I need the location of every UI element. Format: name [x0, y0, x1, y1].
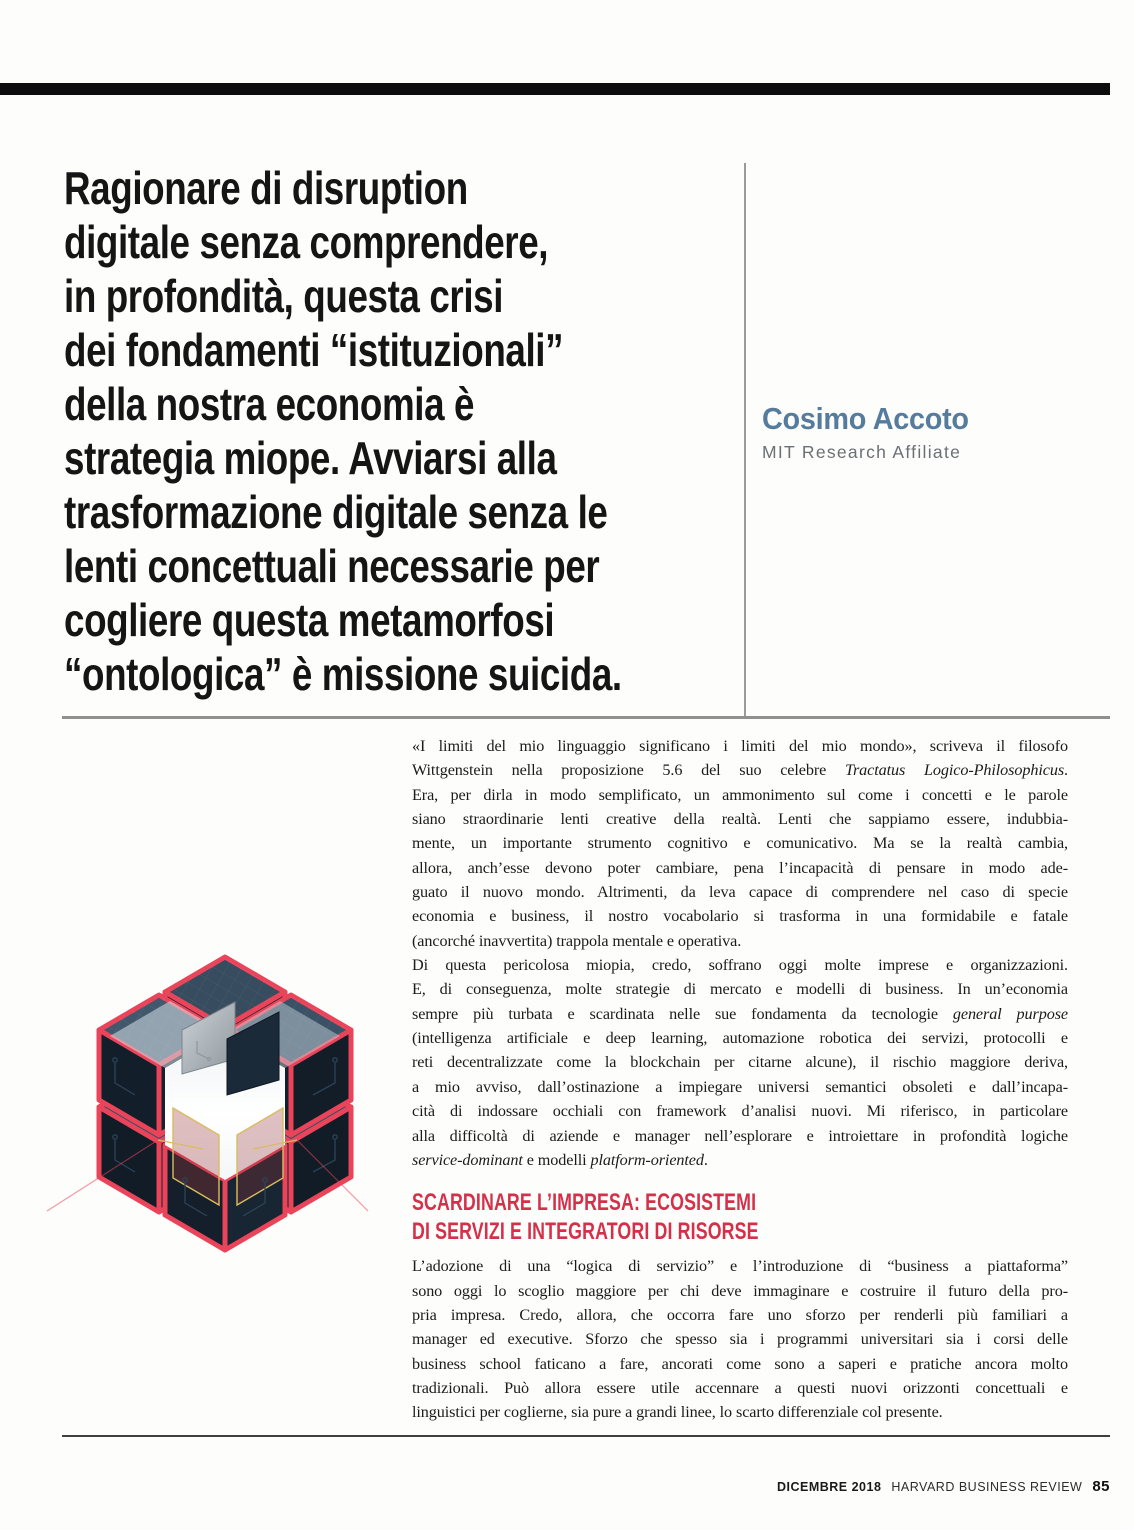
- body-line: siano straordinarie lenti creative della realtà. Lenti che sappiamo essere, indubbia-: [412, 810, 1068, 829]
- author-block: [762, 401, 984, 463]
- headline-line: lenti concettuali necessarie per: [64, 540, 600, 592]
- isometric-cube-illustration: [40, 953, 370, 1268]
- body-line: L’adozione di una “logica di servizio” e l’introduzione di “business a piattaforma”: [412, 1257, 1068, 1276]
- section-heading-line: DI SERVIZI E INTEGRATORI DI RISORSE: [412, 1217, 759, 1245]
- body-line: tradizionali. Può allora essere utile accennare a questi nuovi orizzonti concettuali e: [412, 1378, 1068, 1397]
- headline-line: digitale senza comprendere,: [64, 216, 549, 268]
- body-line: reti decentralizzate come la blockchain per citarne alcune), il rischio maggiore deriva,: [412, 1053, 1068, 1072]
- body-line: sempre più turbata e scardinata nelle sue fondamenta da tecnologie general purpose: [412, 1004, 1068, 1023]
- body-line: service-dominant e modelli platform-oriented.: [412, 1150, 708, 1169]
- body-paragraph: [412, 734, 1068, 953]
- body-line: mente, un importante strumento cognitivo e comunicativo. Ma se la realtà cambia,: [412, 834, 1068, 853]
- body-line: (ancorché inavvertita) trappola mentale e operativa.: [412, 931, 742, 950]
- column-divider: [744, 163, 746, 718]
- headline-line: trasformazione digitale senza le: [64, 486, 608, 538]
- body-line: allora, anch’esse devono poter cambiare, pena l’incapacità di pensare in modo ade-: [412, 858, 1068, 877]
- headline-line: Ragionare di disruption: [64, 162, 468, 214]
- body-line: business school faticano a fare, ancorati come sono a saperi e pratiche ancora molto: [412, 1354, 1068, 1373]
- headline-line: strategia miope. Avviarsi alla: [64, 432, 557, 484]
- body-line: Wittgenstein nella proposizione 5.6 del suo celebre Tractatus Logico-Philosophicus.: [412, 761, 1068, 780]
- body-line: cità di indossare occhiali con framework d’analisi nuovi. Mi riferisco, in particolare: [412, 1102, 1068, 1121]
- author-name: Cosimo Accoto: [762, 401, 969, 436]
- headline-line: dei fondamenti “istituzionali”: [64, 324, 564, 376]
- body-line: economia e business, il nostro vocabolario si trasforma in una formidabile e fatale: [412, 907, 1068, 926]
- footer: [62, 1478, 1110, 1495]
- top-black-bar: [0, 83, 1110, 95]
- body-line: a mio avviso, dall’ostinazione a impiegare universi semantici obsoleti e dall’incapa-: [412, 1077, 1068, 1096]
- body-line: sono oggi lo scoglio maggiore per chi deve immaginare e costruire il futuro della pro-: [412, 1281, 1068, 1300]
- header-rule: [62, 716, 1110, 719]
- article-body: [412, 734, 1068, 1425]
- body-paragraph: [412, 1254, 1068, 1424]
- author-title: MIT Research Affiliate: [762, 442, 962, 462]
- body-line: E, di conseguenza, molte strategie di mercato e modelli di business. In un’economia: [412, 980, 1068, 999]
- body-line: linguistici per coglierne, sia pure a grandi linee, lo scarto differenziale col presente.: [412, 1403, 943, 1422]
- footer-rule: [62, 1435, 1110, 1437]
- headline-line: in profondità, questa crisi: [64, 270, 504, 322]
- body-line: pria impresa. Credo, allora, che occorra fare uno sforzo per renderli più familiari a: [412, 1305, 1068, 1324]
- footer-date: DICEMBRE 2018: [776, 1480, 882, 1494]
- body-paragraph: [412, 953, 1068, 1172]
- body-line: «I limiti del mio linguaggio significano i limiti del mio mondo», scriveva il filosofo: [412, 737, 1068, 755]
- body-line: Di questa pericolosa miopia, credo, soffrano oggi molte imprese e organizzazioni.: [412, 956, 1068, 975]
- headline-line: cogliere questa metamorfosi: [64, 594, 555, 646]
- footer-page-number: 85: [1092, 1478, 1110, 1495]
- footer-magazine: HARVARD BUSINESS REVIEW: [891, 1480, 1083, 1494]
- section-heading-line: SCARDINARE L’IMPRESA: ECOSISTEMI: [412, 1189, 757, 1217]
- body-line: alla difficoltà di aziende e manager nell’esplorare e introiettare in profondità logiche: [412, 1126, 1068, 1145]
- body-line: (intelligenza artificiale e deep learning, automazione robotica dei servizi, protocolli e: [412, 1029, 1068, 1048]
- headline-line: della nostra economia è: [64, 378, 475, 430]
- headline-line: “ontologica” è missione suicida.: [64, 648, 622, 700]
- body-line: manager ed executive. Sforzo che spesso sia i programmi universitari sia i corsi delle: [412, 1330, 1068, 1349]
- section-heading: [412, 1189, 1092, 1246]
- headline: [64, 161, 752, 701]
- body-line: guato il nuovo mondo. Altrimenti, da leva capace di comprendere nel caso di specie: [412, 883, 1068, 902]
- body-line: Era, per dirla in modo semplificato, un ammonimento sul come i concetti e le parole: [412, 785, 1068, 804]
